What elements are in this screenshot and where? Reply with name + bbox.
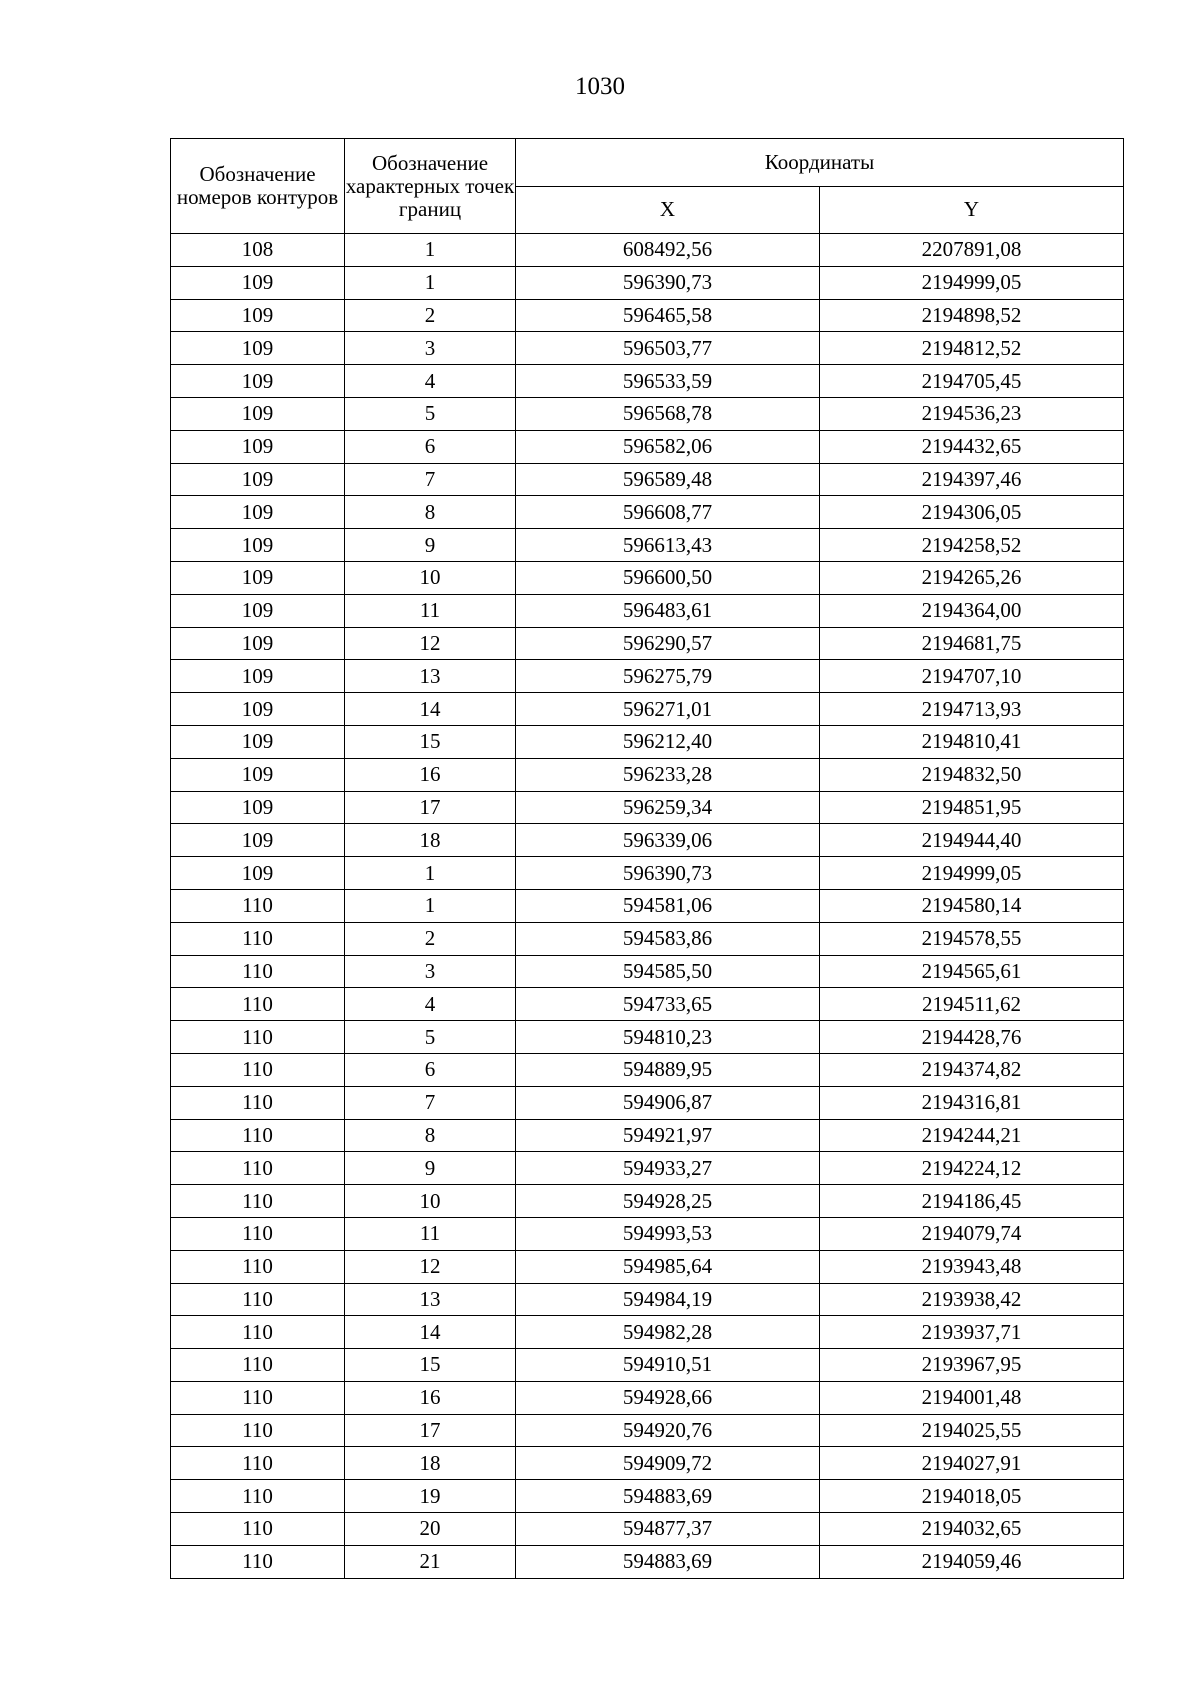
cell-y: 2194681,75 bbox=[820, 627, 1124, 660]
cell-point: 15 bbox=[345, 725, 516, 758]
cell-x: 596608,77 bbox=[516, 496, 820, 529]
cell-point: 20 bbox=[345, 1513, 516, 1546]
cell-x: 594921,97 bbox=[516, 1119, 820, 1152]
cell-contour: 109 bbox=[171, 463, 345, 496]
cell-y: 2194306,05 bbox=[820, 496, 1124, 529]
cell-x: 596271,01 bbox=[516, 693, 820, 726]
cell-y: 2194244,21 bbox=[820, 1119, 1124, 1152]
cell-contour: 110 bbox=[171, 1447, 345, 1480]
cell-x: 596233,28 bbox=[516, 758, 820, 791]
cell-contour: 109 bbox=[171, 693, 345, 726]
cell-contour: 110 bbox=[171, 1480, 345, 1513]
cell-x: 594733,65 bbox=[516, 988, 820, 1021]
cell-x: 594877,37 bbox=[516, 1513, 820, 1546]
cell-x: 594909,72 bbox=[516, 1447, 820, 1480]
cell-point: 2 bbox=[345, 299, 516, 332]
cell-x: 596589,48 bbox=[516, 463, 820, 496]
table-row bbox=[171, 627, 1124, 660]
table-row bbox=[171, 496, 1124, 529]
cell-y: 2193937,71 bbox=[820, 1316, 1124, 1349]
cell-y: 2207891,08 bbox=[820, 234, 1124, 267]
cell-point: 10 bbox=[345, 561, 516, 594]
cell-y: 2194810,41 bbox=[820, 725, 1124, 758]
cell-contour: 110 bbox=[171, 1349, 345, 1382]
cell-y: 2194018,05 bbox=[820, 1480, 1124, 1513]
cell-y: 2194832,50 bbox=[820, 758, 1124, 791]
table-row bbox=[171, 1053, 1124, 1086]
cell-contour: 109 bbox=[171, 332, 345, 365]
cell-x: 596390,73 bbox=[516, 266, 820, 299]
cell-y: 2194224,12 bbox=[820, 1152, 1124, 1185]
cell-contour: 110 bbox=[171, 1545, 345, 1578]
cell-y: 2194536,23 bbox=[820, 397, 1124, 430]
cell-point: 8 bbox=[345, 496, 516, 529]
cell-y: 2194032,65 bbox=[820, 1513, 1124, 1546]
table-row bbox=[171, 1185, 1124, 1218]
cell-y: 2194316,81 bbox=[820, 1086, 1124, 1119]
cell-contour: 110 bbox=[171, 1283, 345, 1316]
cell-contour: 110 bbox=[171, 1119, 345, 1152]
cell-x: 594920,76 bbox=[516, 1414, 820, 1447]
cell-y: 2194580,14 bbox=[820, 889, 1124, 922]
table-row bbox=[171, 660, 1124, 693]
table-row bbox=[171, 857, 1124, 890]
table-row bbox=[171, 725, 1124, 758]
table-row bbox=[171, 955, 1124, 988]
cell-y: 2194851,95 bbox=[820, 791, 1124, 824]
cell-point: 21 bbox=[345, 1545, 516, 1578]
table-row bbox=[171, 1316, 1124, 1349]
cell-point: 11 bbox=[345, 594, 516, 627]
cell-x: 594585,50 bbox=[516, 955, 820, 988]
cell-y: 2194511,62 bbox=[820, 988, 1124, 1021]
cell-x: 596339,06 bbox=[516, 824, 820, 857]
cell-point: 12 bbox=[345, 1250, 516, 1283]
table-row bbox=[171, 430, 1124, 463]
cell-point: 18 bbox=[345, 824, 516, 857]
cell-y: 2194705,45 bbox=[820, 365, 1124, 398]
cell-contour: 110 bbox=[171, 1053, 345, 1086]
cell-point: 3 bbox=[345, 955, 516, 988]
table-row bbox=[171, 234, 1124, 267]
cell-contour: 110 bbox=[171, 1021, 345, 1054]
cell-point: 5 bbox=[345, 397, 516, 430]
cell-contour: 109 bbox=[171, 824, 345, 857]
cell-x: 596503,77 bbox=[516, 332, 820, 365]
header-x: X bbox=[516, 186, 820, 234]
cell-point: 16 bbox=[345, 1381, 516, 1414]
cell-x: 596259,34 bbox=[516, 791, 820, 824]
cell-x: 594810,23 bbox=[516, 1021, 820, 1054]
cell-point: 7 bbox=[345, 1086, 516, 1119]
cell-point: 4 bbox=[345, 988, 516, 1021]
cell-point: 16 bbox=[345, 758, 516, 791]
cell-contour: 109 bbox=[171, 299, 345, 332]
cell-y: 2194898,52 bbox=[820, 299, 1124, 332]
cell-y: 2194025,55 bbox=[820, 1414, 1124, 1447]
cell-y: 2194999,05 bbox=[820, 857, 1124, 890]
table-header bbox=[171, 139, 1124, 234]
cell-contour: 110 bbox=[171, 1513, 345, 1546]
cell-contour: 109 bbox=[171, 561, 345, 594]
cell-point: 15 bbox=[345, 1349, 516, 1382]
cell-y: 2194578,55 bbox=[820, 922, 1124, 955]
cell-y: 2194432,65 bbox=[820, 430, 1124, 463]
cell-point: 8 bbox=[345, 1119, 516, 1152]
cell-contour: 109 bbox=[171, 266, 345, 299]
cell-contour: 110 bbox=[171, 922, 345, 955]
table-row bbox=[171, 1021, 1124, 1054]
cell-y: 2194059,46 bbox=[820, 1545, 1124, 1578]
cell-contour: 109 bbox=[171, 660, 345, 693]
cell-contour: 110 bbox=[171, 889, 345, 922]
cell-x: 596212,40 bbox=[516, 725, 820, 758]
cell-point: 1 bbox=[345, 857, 516, 890]
cell-x: 596465,58 bbox=[516, 299, 820, 332]
cell-point: 6 bbox=[345, 1053, 516, 1086]
table-body bbox=[171, 234, 1124, 1579]
table-row bbox=[171, 758, 1124, 791]
cell-y: 2194713,93 bbox=[820, 693, 1124, 726]
cell-contour: 109 bbox=[171, 725, 345, 758]
cell-point: 12 bbox=[345, 627, 516, 660]
cell-x: 594906,87 bbox=[516, 1086, 820, 1119]
cell-x: 594910,51 bbox=[516, 1349, 820, 1382]
cell-y: 2193967,95 bbox=[820, 1349, 1124, 1382]
header-y: Y bbox=[820, 186, 1124, 234]
cell-y: 2193938,42 bbox=[820, 1283, 1124, 1316]
table-row bbox=[171, 988, 1124, 1021]
cell-contour: 110 bbox=[171, 1250, 345, 1283]
cell-x: 596613,43 bbox=[516, 529, 820, 562]
cell-contour: 110 bbox=[171, 955, 345, 988]
cell-point: 4 bbox=[345, 365, 516, 398]
cell-point: 2 bbox=[345, 922, 516, 955]
table-row bbox=[171, 463, 1124, 496]
table-row bbox=[171, 332, 1124, 365]
cell-x: 596390,73 bbox=[516, 857, 820, 890]
table-row bbox=[171, 693, 1124, 726]
cell-y: 2194397,46 bbox=[820, 463, 1124, 496]
table-row bbox=[171, 397, 1124, 430]
cell-y: 2193943,48 bbox=[820, 1250, 1124, 1283]
cell-y: 2194565,61 bbox=[820, 955, 1124, 988]
cell-point: 5 bbox=[345, 1021, 516, 1054]
cell-x: 594883,69 bbox=[516, 1545, 820, 1578]
cell-contour: 109 bbox=[171, 627, 345, 660]
cell-point: 18 bbox=[345, 1447, 516, 1480]
cell-y: 2194999,05 bbox=[820, 266, 1124, 299]
cell-x: 594889,95 bbox=[516, 1053, 820, 1086]
cell-contour: 109 bbox=[171, 430, 345, 463]
cell-y: 2194374,82 bbox=[820, 1053, 1124, 1086]
table-row bbox=[171, 594, 1124, 627]
cell-x: 596568,78 bbox=[516, 397, 820, 430]
table-row bbox=[171, 1250, 1124, 1283]
cell-contour: 109 bbox=[171, 758, 345, 791]
cell-contour: 109 bbox=[171, 791, 345, 824]
cell-contour: 110 bbox=[171, 1217, 345, 1250]
cell-point: 11 bbox=[345, 1217, 516, 1250]
cell-x: 596290,57 bbox=[516, 627, 820, 660]
cell-contour: 109 bbox=[171, 594, 345, 627]
cell-x: 594933,27 bbox=[516, 1152, 820, 1185]
cell-y: 2194944,40 bbox=[820, 824, 1124, 857]
cell-x: 596483,61 bbox=[516, 594, 820, 627]
cell-point: 3 bbox=[345, 332, 516, 365]
table-row bbox=[171, 1283, 1124, 1316]
table-row bbox=[171, 1217, 1124, 1250]
table-row bbox=[171, 889, 1124, 922]
table-row bbox=[171, 1447, 1124, 1480]
table-row bbox=[171, 1349, 1124, 1382]
cell-point: 13 bbox=[345, 1283, 516, 1316]
header-contour-number: Обозначение номеров контуров bbox=[171, 139, 345, 234]
cell-y: 2194707,10 bbox=[820, 660, 1124, 693]
cell-point: 17 bbox=[345, 791, 516, 824]
table-row bbox=[171, 1119, 1124, 1152]
table-row bbox=[171, 266, 1124, 299]
table-row bbox=[171, 365, 1124, 398]
cell-y: 2194265,26 bbox=[820, 561, 1124, 594]
cell-point: 14 bbox=[345, 693, 516, 726]
cell-contour: 110 bbox=[171, 1381, 345, 1414]
cell-x: 594883,69 bbox=[516, 1480, 820, 1513]
cell-contour: 109 bbox=[171, 365, 345, 398]
table-row bbox=[171, 1545, 1124, 1578]
cell-x: 594583,86 bbox=[516, 922, 820, 955]
cell-point: 1 bbox=[345, 266, 516, 299]
cell-y: 2194079,74 bbox=[820, 1217, 1124, 1250]
cell-x: 596582,06 bbox=[516, 430, 820, 463]
cell-x: 594993,53 bbox=[516, 1217, 820, 1250]
table-row bbox=[171, 1381, 1124, 1414]
table-row bbox=[171, 791, 1124, 824]
cell-point: 10 bbox=[345, 1185, 516, 1218]
table-row bbox=[171, 1513, 1124, 1546]
cell-point: 9 bbox=[345, 1152, 516, 1185]
cell-x: 594581,06 bbox=[516, 889, 820, 922]
cell-contour: 110 bbox=[171, 1086, 345, 1119]
cell-x: 594984,19 bbox=[516, 1283, 820, 1316]
cell-x: 608492,56 bbox=[516, 234, 820, 267]
cell-x: 594985,64 bbox=[516, 1250, 820, 1283]
page-number: 1030 bbox=[575, 73, 625, 100]
table-row bbox=[171, 299, 1124, 332]
cell-x: 594982,28 bbox=[516, 1316, 820, 1349]
table-row bbox=[171, 824, 1124, 857]
cell-point: 6 bbox=[345, 430, 516, 463]
table-row bbox=[171, 922, 1124, 955]
cell-contour: 110 bbox=[171, 1414, 345, 1447]
coordinates-table bbox=[170, 138, 1124, 1579]
cell-contour: 110 bbox=[171, 1185, 345, 1218]
cell-x: 596533,59 bbox=[516, 365, 820, 398]
cell-contour: 110 bbox=[171, 988, 345, 1021]
header-coordinates: Координаты bbox=[516, 139, 1124, 187]
cell-point: 9 bbox=[345, 529, 516, 562]
cell-y: 2194027,91 bbox=[820, 1447, 1124, 1480]
cell-contour: 109 bbox=[171, 397, 345, 430]
cell-contour: 109 bbox=[171, 857, 345, 890]
table-row bbox=[171, 1086, 1124, 1119]
cell-point: 19 bbox=[345, 1480, 516, 1513]
cell-y: 2194186,45 bbox=[820, 1185, 1124, 1218]
cell-x: 594928,66 bbox=[516, 1381, 820, 1414]
cell-x: 596275,79 bbox=[516, 660, 820, 693]
cell-point: 7 bbox=[345, 463, 516, 496]
cell-point: 1 bbox=[345, 889, 516, 922]
cell-contour: 110 bbox=[171, 1152, 345, 1185]
cell-point: 1 bbox=[345, 234, 516, 267]
cell-contour: 110 bbox=[171, 1316, 345, 1349]
cell-contour: 109 bbox=[171, 496, 345, 529]
cell-y: 2194364,00 bbox=[820, 594, 1124, 627]
table-row bbox=[171, 1414, 1124, 1447]
cell-y: 2194812,52 bbox=[820, 332, 1124, 365]
table-row bbox=[171, 1152, 1124, 1185]
cell-point: 13 bbox=[345, 660, 516, 693]
table-row bbox=[171, 1480, 1124, 1513]
table-row bbox=[171, 561, 1124, 594]
cell-y: 2194428,76 bbox=[820, 1021, 1124, 1054]
cell-x: 596600,50 bbox=[516, 561, 820, 594]
cell-y: 2194258,52 bbox=[820, 529, 1124, 562]
table-row bbox=[171, 529, 1124, 562]
cell-contour: 108 bbox=[171, 234, 345, 267]
cell-point: 17 bbox=[345, 1414, 516, 1447]
cell-y: 2194001,48 bbox=[820, 1381, 1124, 1414]
cell-x: 594928,25 bbox=[516, 1185, 820, 1218]
cell-contour: 109 bbox=[171, 529, 345, 562]
header-boundary-point: Обозначение характерных точек границ bbox=[345, 139, 516, 234]
cell-point: 14 bbox=[345, 1316, 516, 1349]
